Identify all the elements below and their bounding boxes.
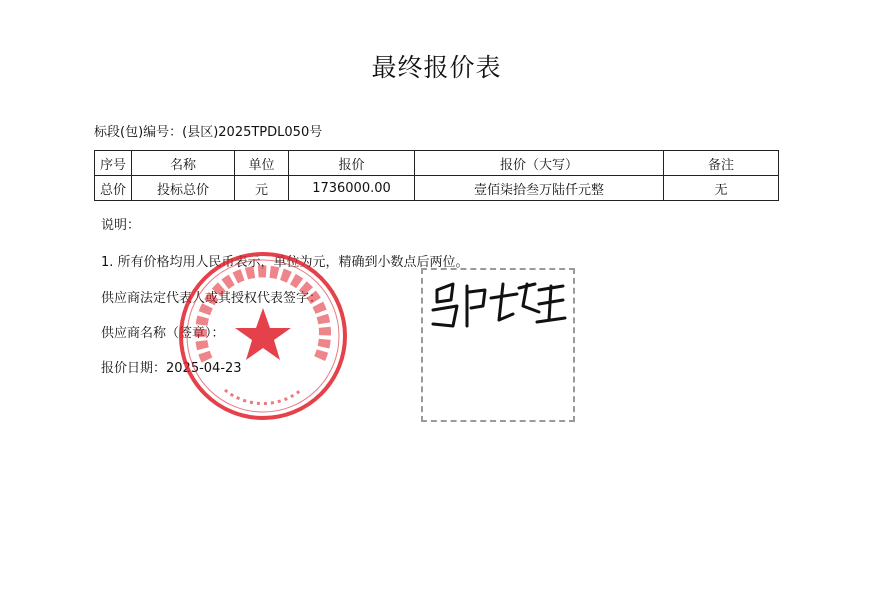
header-cell: 序号 (95, 151, 132, 176)
table-cell: 投标总价 (132, 176, 235, 201)
section-number: 标段(包)编号：(县区)2025TPDL050号 (94, 125, 323, 140)
table-cell: 1736000.00 (289, 176, 415, 201)
supplier-name-label: 供应商名称（签章）： (101, 326, 225, 341)
table-cell: 无 (664, 176, 779, 201)
signature-label: 供应商法定代表人或其授权代表签字： (101, 291, 323, 306)
quote-table (94, 150, 779, 201)
company-seal (177, 250, 349, 422)
handwritten-signature-icon (423, 270, 573, 420)
table-cell: 元 (235, 176, 289, 201)
note-line: 1. 所有价格均用人民币表示，单位为元，精确到小数点后两位。 (101, 255, 469, 270)
signature-box (421, 268, 575, 422)
header-cell: 名称 (132, 151, 235, 176)
table-header-row (95, 151, 779, 176)
table-cell: 壹佰柒拾叁万陆仟元整 (415, 176, 664, 201)
header-cell: 报价（大写） (415, 151, 664, 176)
table-cell: 总价 (95, 176, 132, 201)
header-cell: 备注 (664, 151, 779, 176)
notes-heading: 说明： (101, 218, 141, 233)
table-row (95, 176, 779, 201)
header-cell: 报价 (289, 151, 415, 176)
header-cell: 单位 (235, 151, 289, 176)
seal-icon (177, 250, 349, 422)
document-title: 最终报价表 (371, 53, 502, 82)
quote-date: 报价日期：2025-04-23 (101, 361, 242, 376)
